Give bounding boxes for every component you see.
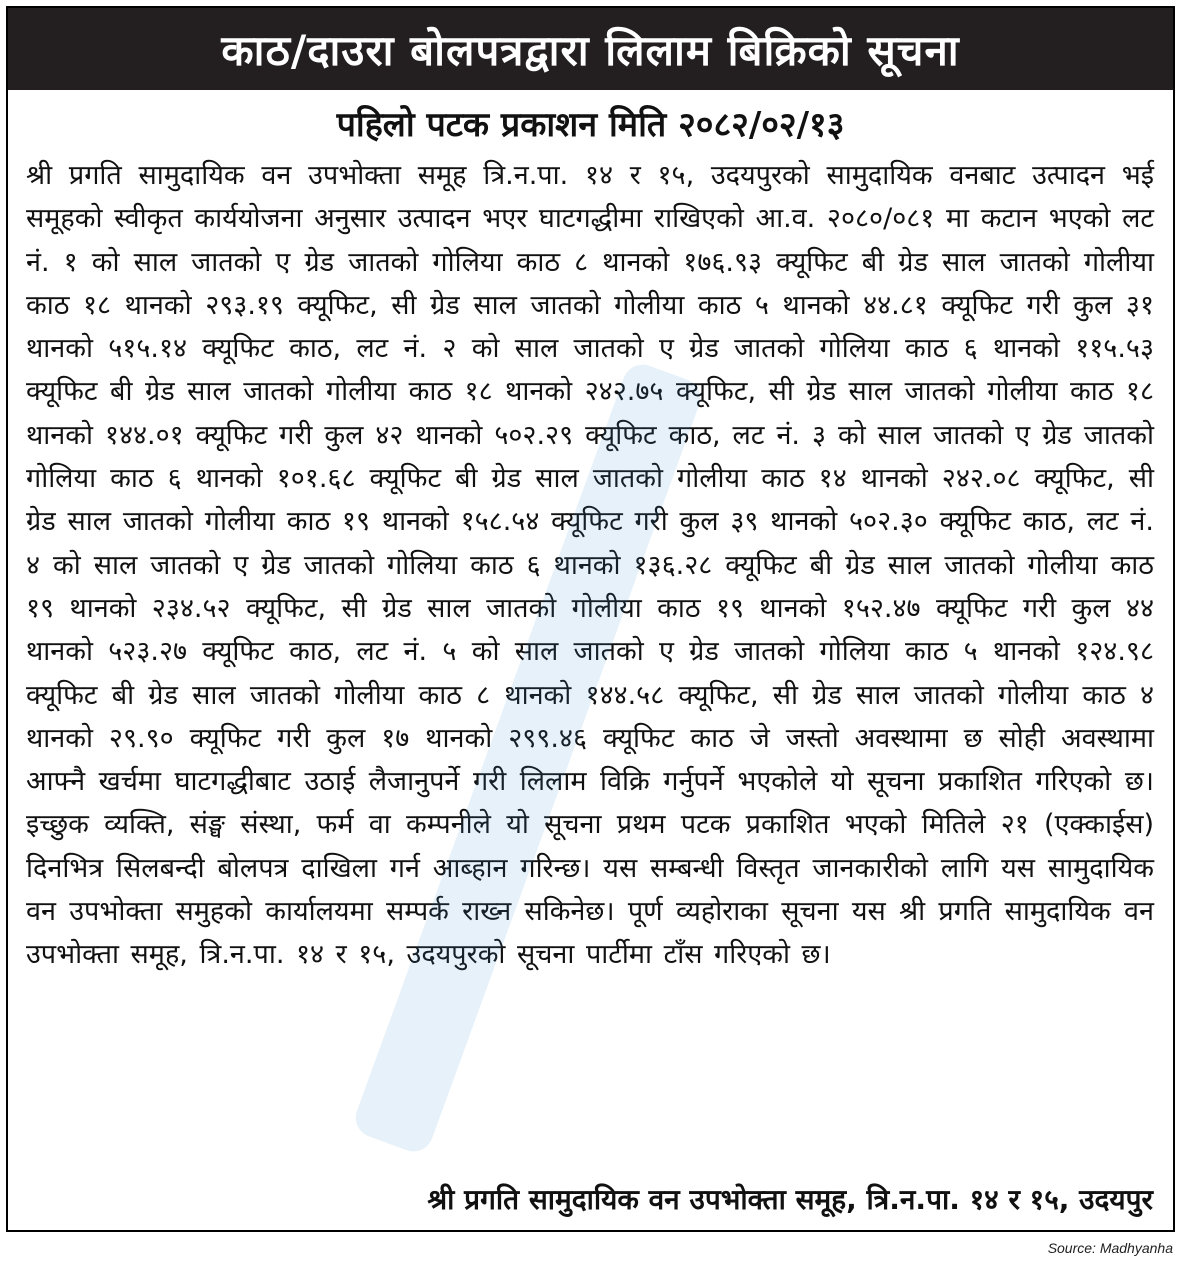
notice-frame [6,6,1175,1232]
source-credit: Source: Madhyanha [1047,1240,1173,1256]
publication-date-line: पहिलो पटक प्रकाशन मिति २०८२/०२/१३ [336,105,845,145]
notice-signature: श्री प्रगति सामुदायिक वन उपभोक्ता समूह, त्रि.न.पा. १४ र १५, उदयपुर [427,1183,1153,1216]
notice-title: काठ/दाउरा बोलपत्रद्वारा लिलाम बिक्रिको सूचना [8,8,1173,90]
notice-body: श्री प्रगति सामुदायिक वन उपभोक्ता समूह त्रि.न.पा. १४ र १५, उदयपुरको सामुदायिक वनबाट उत्पादन भई समूहको स्वीकृत कार्ययोजना अनुसार उत्पादन भएर घाटगद्धीमा राखिएको आ.व. २०८०/०८१ मा कटान भएको लट नं. १ को साल जातको ए ग्रेड जातको गोलिया काठ ८ थानको १७६.९३ क्यूफिट बी ग्रेड साल जातको गोलीया काठ १८ थानको २९३.१९ क्यूफिट, सी ग्रेड साल जातको गोलीया काठ ५ थानको ४४.८१ क्यूफिट गरी कुल ३१ थानको ५१५.१४ क्यूफिट काठ, लट नं. २ को साल जातको ए ग्रेड जातको गोलिया काठ ६ थानको ११५.५३ क्यूफिट बी ग्रेड साल जातको गोलीया काठ १८ थानको २४२.७५ क्यूफिट, सी ग्रेड साल जातको गोलीया काठ १८ थानको १४४.०१ क्यूफिट गरी कुल ४२ थानको ५०२.२९ क्यूफिट काठ, लट नं. ३ को साल जातको ए ग्रेड जातको गोलिया काठ ६ थानको १०१.६८ क्यूफिट बी ग्रेड साल जातको गोलीया काठ १४ थानको २४२.०८ क्यूफिट, सी ग्रेड साल जातको गोलीया काठ १९ थानको १५८.५४ क्यूफिट गरी कुल ३९ थानको ५०२.३० क्यूफिट काठ, लट नं. ४ को साल जातको ए ग्रेड जातको गोलिया काठ ६ थानको १३६.२८ क्यूफिट बी ग्रेड साल जातको गोलीया काठ १९ थानको २३४.५२ क्यूफिट, सी ग्रेड साल जातको गोलीया काठ १९ थानको १५२.४७ क्यूफिट गरी कुल ४४ थानको ५२३.२७ क्यूफिट काठ, लट नं. ५ को साल जातको ए ग्रेड जातको गोलिया काठ ५ थानको १२४.९८ क्यूफिट बी ग्रेड साल जातको गोलीया काठ ८ थानको १४४.५८ क्यूफिट, सी ग्रेड साल जातको गोलीया काठ ४ थानको २९.९० क्यूफिट गरी कुल १७ थानको २९९.४६ क्यूफिट काठ जे जस्तो अवस्थामा छ सोही अवस्थामा आफ्नै खर्चमा घाटगद्धीबाट उठाई लैजानुपर्ने गरी लिलाम विक्रि गर्नुपर्ने भएकोले यो सूचना प्रकाशित गरिएको छ। इच्छुक व्यक्ति, संङ्घ संस्था, फर्म वा कम्पनीले यो सूचना प्रथम पटक प्रकाशित भएको मितिले २१ (एक्काईस) दिनभित्र सिलबन्दी बोलपत्र दाखिला गर्न आब्हान गरिन्छ। यस सम्बन्धी विस्तृत जानकारीको लागि यस सामुदायिक वन उपभोक्ता समुहको कार्यालयमा सम्पर्क राख्न सकिनेछ। पूर्ण व्यहोराका सूचना यस श्री प्रगति सामुदायिक वन उपभोक्ता समूह, त्रि.न.पा. १४ र १५, उदयपुरको सूचना पार्टीमा टाँस गरिएको छ। [26,160,1154,971]
